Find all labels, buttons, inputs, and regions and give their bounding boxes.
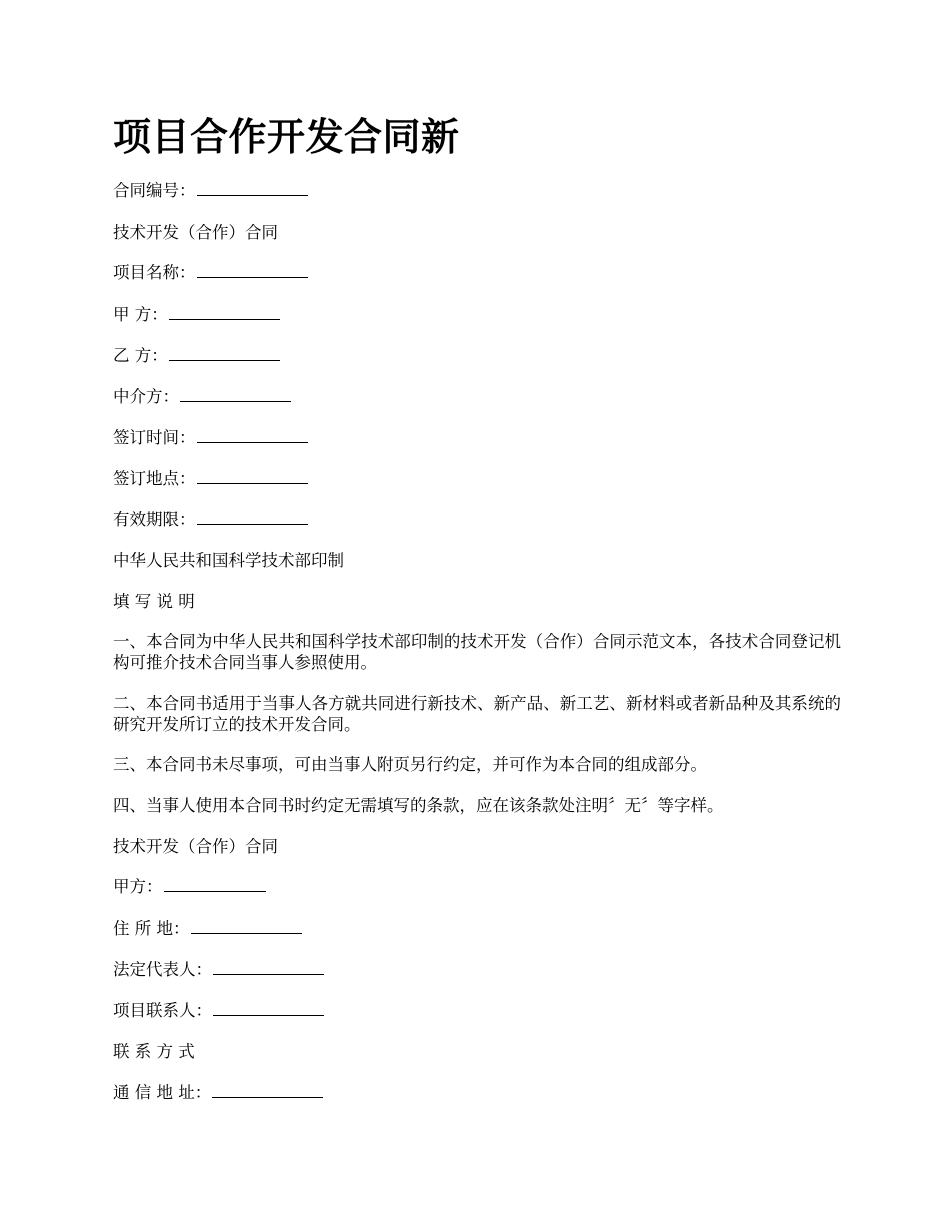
validity-blank bbox=[197, 510, 308, 525]
sign-place-label: 签订地点： bbox=[113, 469, 196, 488]
contact-method-heading: 联 系 方 式 bbox=[113, 1042, 195, 1061]
contract-no-blank bbox=[197, 181, 308, 196]
address-blank bbox=[191, 919, 302, 934]
intermediary-field bbox=[113, 386, 291, 408]
party-a-label: 甲 方： bbox=[113, 305, 168, 324]
body-party-a-blank bbox=[164, 877, 266, 892]
legal-rep-blank bbox=[213, 960, 324, 975]
sign-time-field bbox=[113, 427, 308, 449]
legal-rep-field bbox=[113, 959, 324, 981]
contact-person-blank bbox=[213, 1001, 324, 1016]
contact-person-label: 项目联系人： bbox=[113, 1001, 212, 1020]
address-label: 住 所 地： bbox=[113, 919, 190, 938]
instructions-heading: 填 写 说 明 bbox=[113, 592, 195, 611]
legal-rep-label: 法定代表人： bbox=[113, 960, 212, 979]
sign-time-label: 签订时间： bbox=[113, 428, 196, 447]
intermediary-label: 中介方： bbox=[113, 387, 179, 406]
party-a-field bbox=[113, 304, 280, 326]
contract-no-label: 合同编号： bbox=[113, 181, 196, 200]
instruction-item-2: 二、本合同书适用于当事人各方就共同进行新技术、新产品、新工艺、新材料或者新品种及其系统的研究开发所订立的技术开发合同。 bbox=[113, 694, 841, 734]
instruction-item-1: 一、本合同为中华人民共和国科学技术部印制的技术开发（合作）合同示范文本，各技术合同登记机构可推介技术合同当事人参照使用。 bbox=[113, 632, 841, 672]
mail-address-field bbox=[113, 1082, 323, 1104]
party-b-label: 乙 方： bbox=[113, 346, 168, 365]
sign-time-blank bbox=[197, 428, 308, 443]
project-name-label: 项目名称： bbox=[113, 263, 196, 282]
project-name-blank bbox=[197, 263, 308, 278]
contract-type-heading: 技术开发（合作）合同 bbox=[113, 223, 278, 242]
address-field bbox=[113, 918, 302, 940]
validity-field bbox=[113, 509, 308, 531]
mail-address-label: 通 信 地 址： bbox=[113, 1083, 212, 1102]
party-b-blank bbox=[169, 346, 280, 361]
instruction-item-4: 四、当事人使用本合同书时约定无需填写的条款，应在该条款处注明〞无〞等字样。 bbox=[113, 796, 724, 815]
contact-person-field bbox=[113, 1000, 324, 1022]
party-a-blank bbox=[169, 305, 280, 320]
instruction-item-3: 三、本合同书未尽事项，可由当事人附页另行约定，并可作为本合同的组成部分。 bbox=[113, 755, 707, 774]
contract-no-field bbox=[113, 180, 308, 202]
document-title: 项目合作开发合同新 bbox=[113, 115, 460, 159]
issuer-line: 中华人民共和国科学技术部印制 bbox=[113, 551, 344, 570]
sign-place-blank bbox=[197, 469, 308, 484]
body-party-a-field bbox=[113, 876, 266, 898]
party-b-field bbox=[113, 345, 280, 367]
body-party-a-label: 甲方： bbox=[113, 877, 163, 896]
body-contract-type-heading: 技术开发（合作）合同 bbox=[113, 837, 278, 856]
sign-place-field bbox=[113, 468, 308, 490]
project-name-field bbox=[113, 262, 308, 284]
intermediary-blank bbox=[180, 387, 291, 402]
mail-address-blank bbox=[212, 1083, 323, 1098]
validity-label: 有效期限： bbox=[113, 510, 196, 529]
